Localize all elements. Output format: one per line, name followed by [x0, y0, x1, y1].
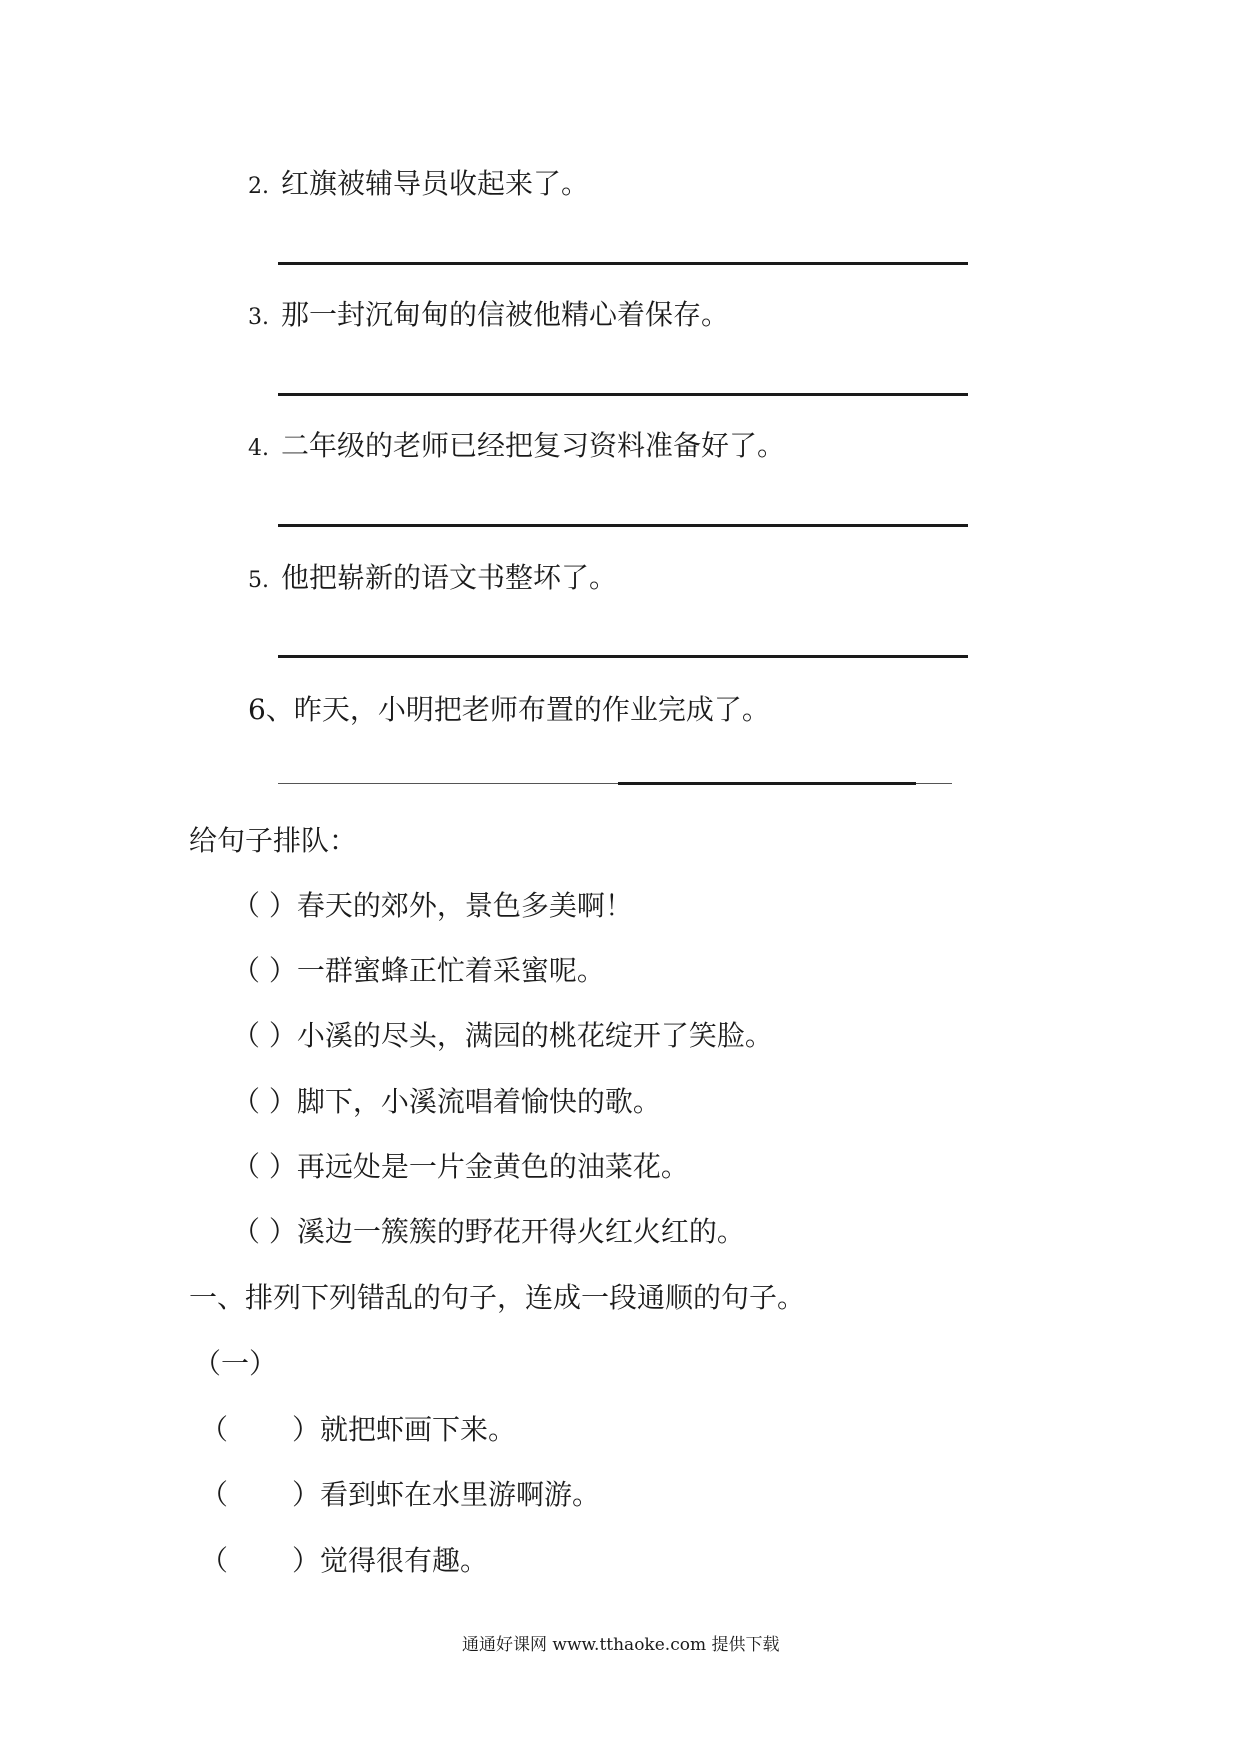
list-item: [232, 1018, 773, 1054]
list-item: [200, 1543, 488, 1579]
list-item: [232, 1149, 689, 1185]
list-item: [232, 1214, 745, 1250]
item-text: 红旗被辅导员收起来了。: [281, 167, 590, 200]
answer-line[interactable]: [278, 393, 968, 396]
section-title-arrange: 一、排列下列错乱的句子，连成一段通顺的句子。: [189, 1281, 806, 1314]
blank-parens[interactable]: （ ）: [232, 1215, 297, 1248]
list-item: [232, 1084, 661, 1120]
sentence-text: 一群蜜蜂正忙着采蜜呢。: [296, 954, 605, 987]
blank-parens[interactable]: （ ）: [232, 1085, 297, 1118]
answer-line[interactable]: [278, 783, 952, 786]
sentence-text: 觉得很有趣。: [320, 1544, 489, 1577]
sentence-text: 看到虾在水里游啊游。: [320, 1478, 601, 1511]
paren-open[interactable]: （: [200, 1478, 229, 1511]
item-text: 他把崭新的语文书整坏了。: [281, 561, 618, 594]
answer-line[interactable]: [278, 262, 968, 265]
item-text: 那一封沉甸甸的信被他精心着保存。: [281, 298, 730, 331]
answer-line[interactable]: [278, 655, 968, 658]
sentence-text: 再远处是一片金黄色的油菜花。: [296, 1150, 689, 1183]
item-number: 6、: [248, 693, 294, 726]
sentence-text: 溪边一簇簇的野花开得火红火红的。: [296, 1215, 745, 1248]
item-text: 昨天，小明把老师布置的作业完成了。: [293, 693, 770, 726]
blank-parens[interactable]: （ ）: [232, 1019, 297, 1052]
list-item: [232, 888, 633, 924]
paren-open[interactable]: （: [200, 1413, 229, 1446]
blank-parens[interactable]: （ ）: [232, 889, 297, 922]
rewrite-item-5: [248, 560, 617, 599]
section-title-sort: 给句子排队：: [189, 824, 358, 857]
paren-close[interactable]: ）: [292, 1544, 321, 1577]
page-footer: 通通好课网 www.tthaoke.com 提供下载: [462, 1635, 780, 1655]
sentence-text: 就把虾画下来。: [320, 1413, 517, 1446]
sentence-text: 小溪的尽头，满园的桃花绽开了笑脸。: [296, 1019, 773, 1052]
paren-close[interactable]: ）: [292, 1413, 321, 1446]
item-number: 3.: [248, 305, 269, 330]
item-text: 二年级的老师已经把复习资料准备好了。: [281, 429, 786, 462]
sentence-text: 春天的郊外，景色多美啊！: [296, 889, 633, 922]
rewrite-item-3: [248, 297, 729, 336]
answer-line[interactable]: [278, 524, 968, 527]
sentence-text: 脚下，小溪流唱着愉快的歌。: [296, 1085, 661, 1118]
item-number: 2.: [248, 174, 269, 199]
item-number: 5.: [248, 568, 269, 593]
paren-close[interactable]: ）: [292, 1478, 321, 1511]
list-item: [200, 1477, 600, 1513]
subsection-label: （一）: [193, 1347, 278, 1380]
blank-parens[interactable]: （ ）: [232, 954, 297, 987]
rewrite-item-4: [248, 428, 785, 467]
list-item: [200, 1412, 516, 1448]
list-item: [232, 953, 605, 989]
blank-parens[interactable]: （ ）: [232, 1150, 297, 1183]
paren-open[interactable]: （: [200, 1544, 229, 1577]
rewrite-item-6: [248, 692, 770, 728]
rewrite-item-2: [248, 166, 589, 205]
item-number: 4.: [248, 436, 269, 461]
